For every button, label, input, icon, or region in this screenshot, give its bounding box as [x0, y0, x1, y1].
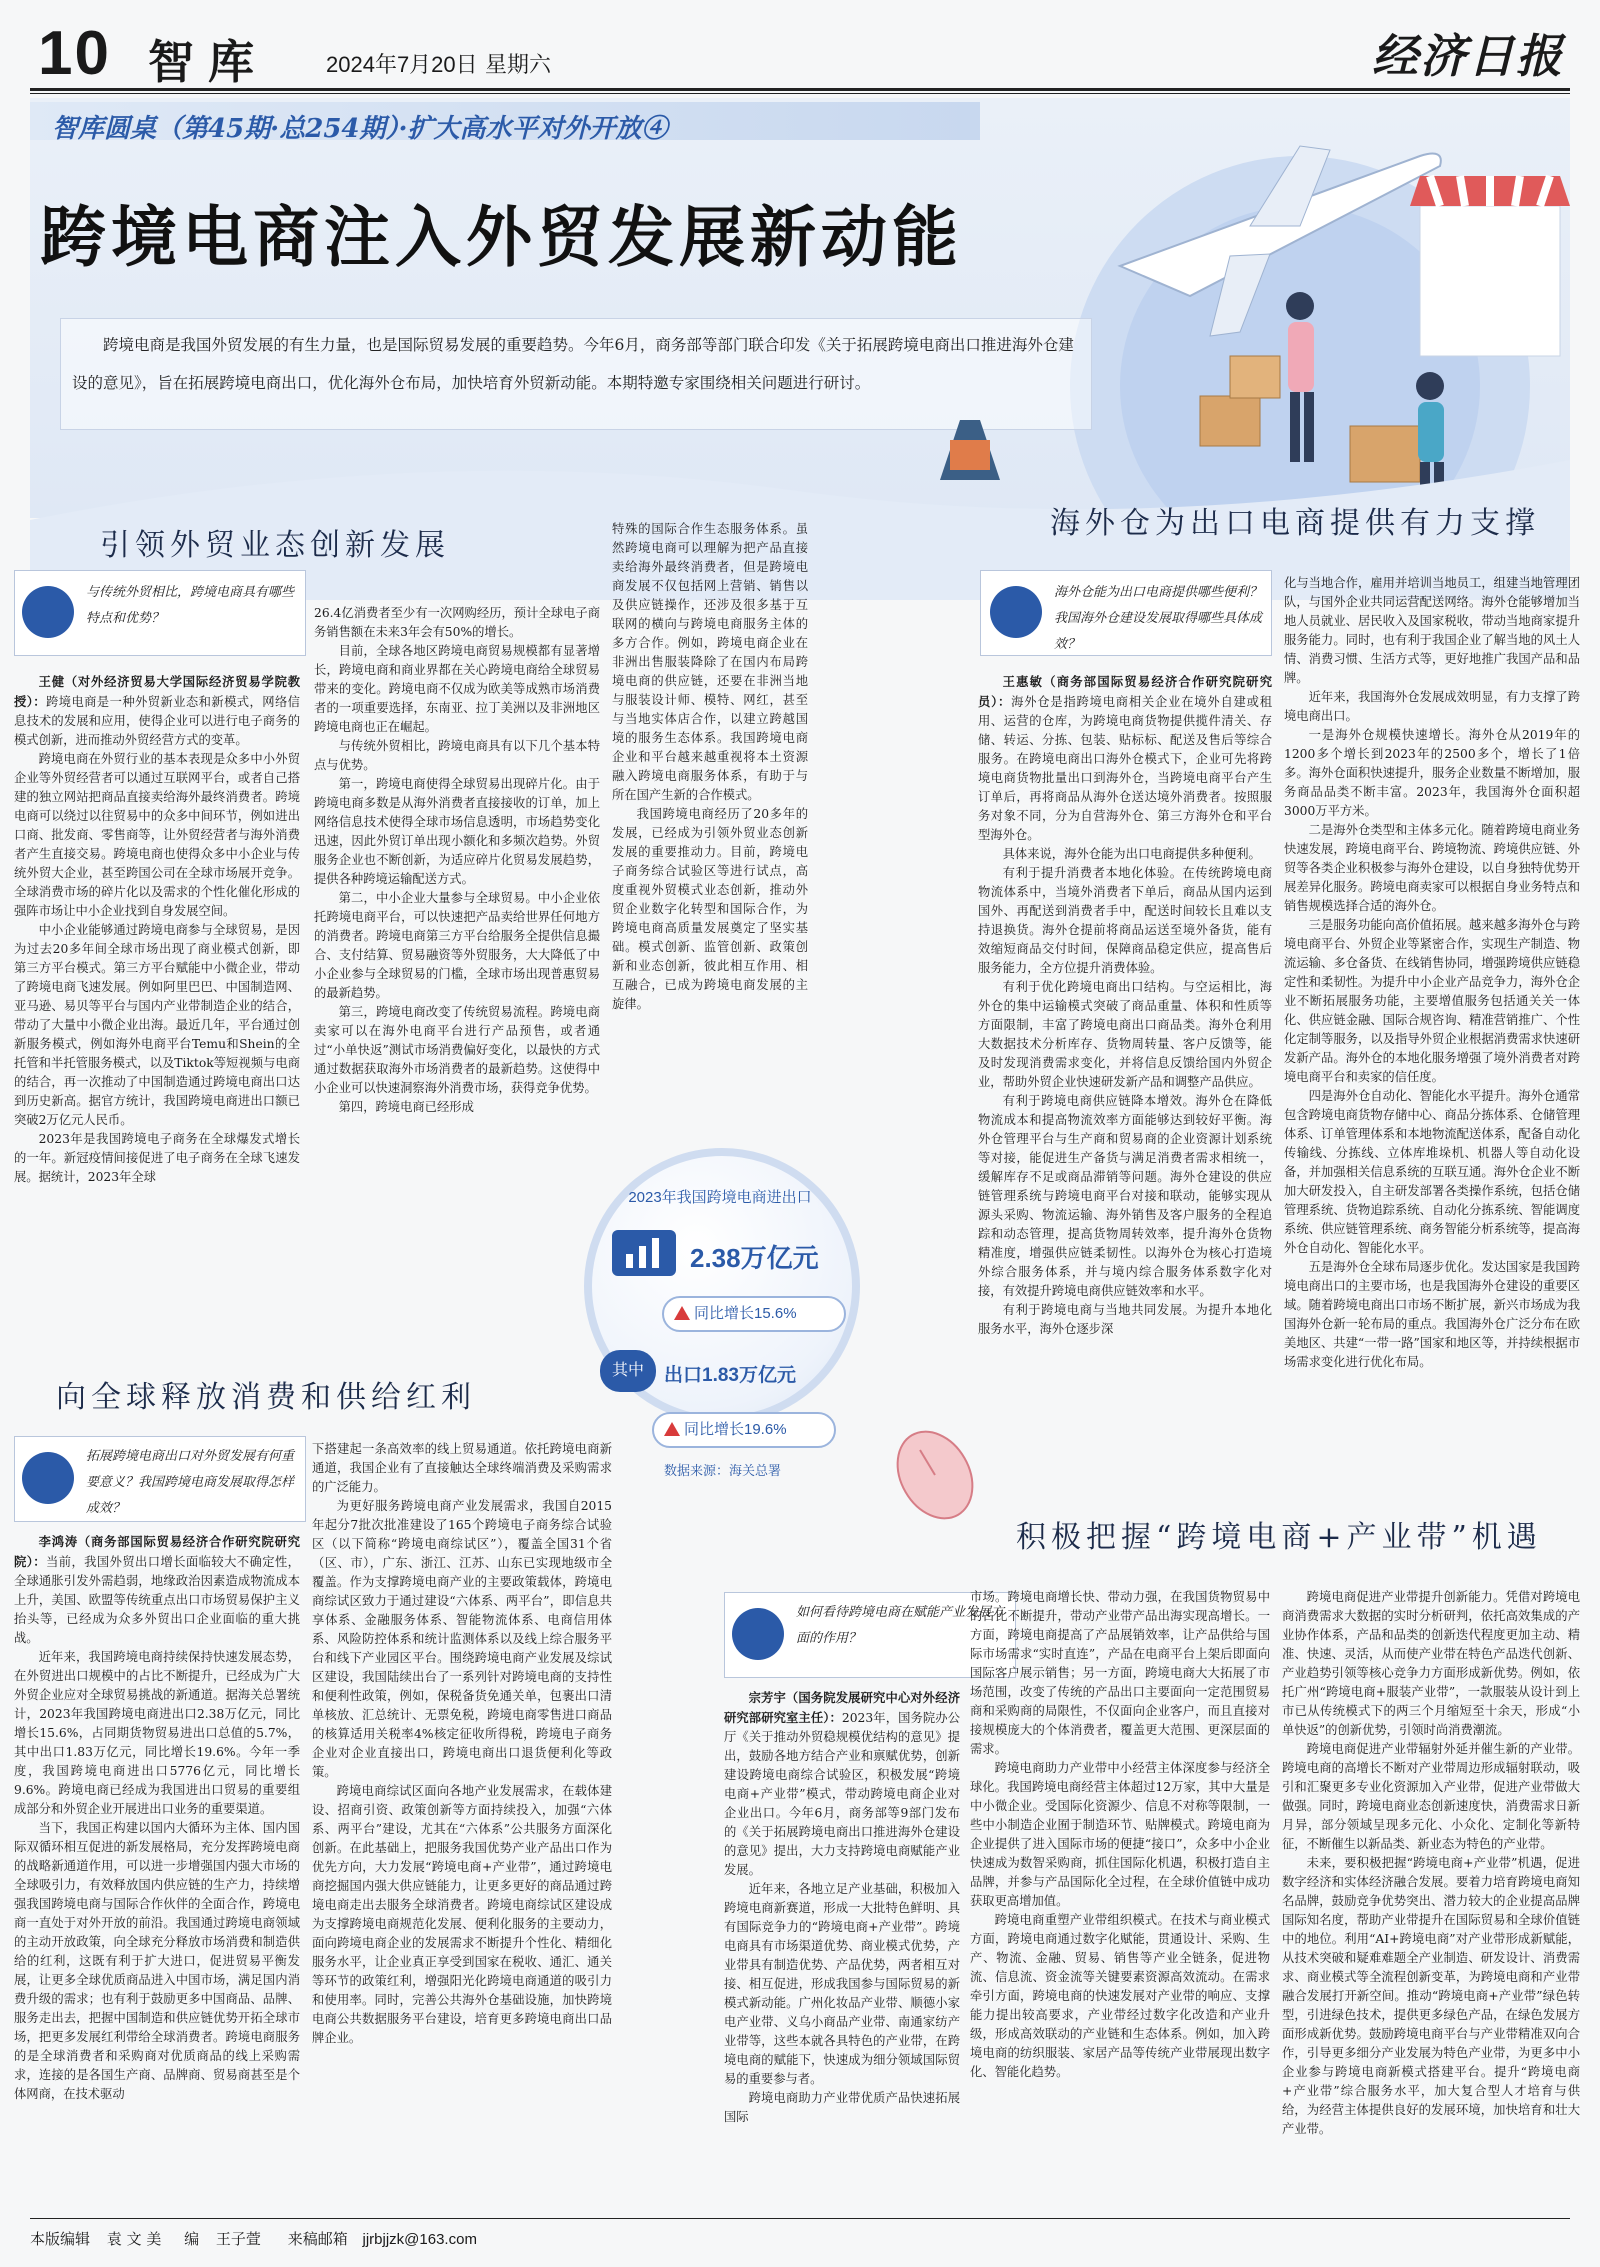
paragraph: 跨境电商在外贸行业的基本表现是众多中小外贸企业等外贸经营者可以通过互联网平台，或者自己搭建的独立网站把商品直接卖给海外最终消费者。跨境电商可以绕过以往贸易中的众多中间环节，例如进出口商、批发商、零售商等，让外贸经营者与海外消费者产生直接交易。跨境电商也使得众多中小企业与传统外贸大企业，甚至跨国公司在全球市场展开竞争。全球消费市场的碎片化以及需求的个性化催化形成的强阵市场让中小企业找到自身发展空间。: [14, 752, 300, 918]
bar-chart-icon: [612, 1230, 676, 1276]
computer-mouse-icon: [880, 1420, 990, 1530]
paragraph: 为更好服务跨境电商产业发展需求，我国自2015年起分7批次批准建设了165个跨境电子商务综合试验区（以下简称“跨境电商综试区”），覆盖全国31个省（区、市），广东、浙江、江苏、山东已实现地级市全覆盖。作为支撑跨境电商产业的主要政策载体，跨境电商综试区致力于通过建设“六体系、两平台”，即信息共享体系、金融服务体系、智能物流体系、电商信用体系、风险防控体系和统计监测体系以及线上综合服务平台和线下产业园区平台。围绕跨境电商产业发展及综试区建设，我国陆续出台了一系列针对跨境电商的支持性和便利性政策，例如，保税备货免通关单，包裹出口清单核放、汇总统计、无票免税，跨境电商零售进口商品的核算适用关税率4%核定征收所得税，跨境电子商务企业对企业直接出口，跨境电商出口退货便利化等政策。: [312, 1499, 612, 1779]
section-title-1: 引领外贸业态创新发展: [100, 528, 450, 563]
expert-2: 李鸿涛（商务部国际贸易经济合作研究院研究院）：: [14, 1534, 300, 1569]
paragraph: 与传统外贸相比，跨境电商具有以下几个基本特点与优势。: [314, 739, 600, 772]
paragraph: 跨境电商是一种外贸新业态和新模式，网络信息技术的发展和应用，使得企业可以进行电子商务的模式创新，进而推动外贸经营方式的变革。: [14, 695, 300, 747]
article-4-column-2: [970, 1588, 1270, 2208]
email-label: 来稿邮箱: [287, 2230, 348, 2248]
page-number: 10: [38, 19, 111, 88]
article-2-column-2: [312, 1440, 612, 2208]
paragraph: 第四，跨境电商已经形成: [338, 1100, 474, 1114]
paragraph: 化与当地合作，雇用并培训当地员工，组建当地管理团队，与国外企业共同运营配送网络。海外仓能够增加当地人员就业、居民收入及国家税收，带动当地商家提升服务能力。同时，也有利于我国企业了解当地的风土人情、消费习惯、生活方式等，更好地推广我国产品和品牌。: [1284, 576, 1580, 685]
designer-label: 编: [184, 2230, 200, 2248]
export-growth: 同比增长19.6%: [684, 1421, 787, 1438]
paragraph: 二是海外仓类型和主体多元化。随着跨境电商业务快速发展，跨境电商平台、跨境物流、跨境供应链、外贸等各类企业积极参与海外仓建设，以自身独特优势开展差异化服务。跨境电商卖家可以根据自身业务特点和销售规模选择合适的海外仓。: [1284, 823, 1580, 913]
total-growth: 同比增长15.6%: [694, 1305, 797, 1322]
paragraph: 第三，跨境电商改变了传统贸易流程。跨境电商卖家可以在海外电商平台进行产品预售，或者通过“小单快返”测试市场消费偏好变化，以最快的方式通过数据获取海外市场消费者的最新趋势。这使得中小企业可以快速洞察海外消费市场，获得竞争优势。: [314, 1005, 600, 1095]
article-3-column-1: [978, 672, 1272, 1442]
editor-name: 袁 文 美: [106, 2230, 162, 2248]
paragraph: 跨境电商综试区面向各地产业发展需求，在载体建设、招商引资、政策创新等方面持续投入，加强“六体系、两平台”建设，尤其在“六体系”公共服务方面深化创新。在此基础上，把服务我国优势产业产品出口作为优先方向，大力发展“跨境电商+产业带”，通过跨境电商挖掘国内强大供应链能力，让更多更好的商品通过跨境电商走出去服务全球消费者。跨境电商综试区建设成为支撑跨境电商规范化发展、便利化服务的主要动力，面向跨境电商企业的发展需求不断提升个性化、精细化服务水平，让企业真正享受到国家在税收、通汇、通关等环节的政策红利，增强阳光化跨境电商通道的吸引力和使用率。同时，完善公共海外仓基础设施，加快跨境电商公共数据服务平台建设，培育更多跨境电商出口品牌企业。: [312, 1784, 612, 2045]
article-1-column-2: [314, 604, 600, 1284]
issue-weekday: 星期六: [485, 52, 552, 77]
paragraph: 一是海外仓规模快速增长。海外仓从2019年的1200多个增长到2023年的2500多个，增长了1倍多。海外仓面积快速提升，服务企业数量不断增加，服务商品品类不断丰富。2023年，我国海外仓面积超3000万平方米。: [1284, 728, 1580, 818]
footer-rule: [30, 2218, 1570, 2219]
chat-bubble-icon: [990, 586, 1042, 638]
paragraph: 第二，中小企业大量参与全球贸易。中小企业依托跨境电商平台，可以快速把产品卖给世界任何地方的消费者。跨境电商第三方平台给服务全提供信息撮合、支付结算、贸易融资等外贸服务，大大降低了中小企业参与全球贸易的门槛，全球市场出现普惠贸易的最新趋势。: [314, 891, 600, 1000]
paragraph: 26.4亿消费者至少有一次网购经历，预计全球电子商务销售额在未来3年会有50%的增长。: [314, 606, 600, 639]
chat-bubble-icon: [22, 1452, 74, 1504]
expert-3: 王惠敏（商务部国际贸易经济合作研究院研究员）：: [978, 674, 1272, 709]
paragraph: 下搭建起一条高效率的线上贸易通道。依托跨境电商新通道，我国企业有了直接触达全球终端消费及采购需求的广泛能力。: [312, 1442, 612, 1494]
paragraph: 2023年是我国跨境电子商务在全球爆发式增长的一年。新冠疫情间接促进了电子商务在全球飞速发展。据统计，2023年全球: [14, 1132, 300, 1184]
section-name: 智库: [148, 35, 268, 89]
total-growth-pill: [662, 1296, 846, 1332]
paragraph: 市场。跨境电商增长快、带动力强，在我国货物贸易中的占比不断提升，带动产业带产品出海实现高增长。一方面，跨境电商提高了产品展销效率，让产品供给与国际市场需求“实时直连”，产品在电商平台上架后即面向国际客户展示销售；另一方面，跨境电商大大拓展了市场范围，改变了传统的产品出口主要面向一定范围贸易商和采购商的局限性，不仅面向企业客户，而且直接对接规模庞大的个体消费者，覆盖更大范围、更深层面的需求。: [970, 1590, 1270, 1756]
infographic-title: 2023年我国跨境电商进出口: [628, 1189, 812, 1206]
expert-4: 宗芳宇（国务院发展研究中心对外经济研究部研究室主任）：: [724, 1690, 960, 1725]
chat-bubble-icon: [22, 586, 74, 638]
footer-credits: [30, 2228, 477, 2249]
paragraph: 跨境电商促进产业带提升创新能力。凭借对跨境电商消费需求大数据的实时分析研判，依托高效集成的产业协作体系，产品和品类的创新迭代程度更加主动、精准、快速、灵活，从而使产业带在特色产品迭代创新、产业趋势引领等核心竞争力方面形成新优势。例如，依托广州“跨境电商+服装产业带”，一款服装从设计到上市已从传统模式下的两三个月缩短至十余天，形成“小单快返”的创新优势，引领时尚消费潮流。: [1282, 1590, 1580, 1737]
question-4: 如何看待跨境电商在赋能产业发展方面的作用？: [796, 1605, 1005, 1646]
editor-label: 本版编辑: [30, 2230, 91, 2248]
issue-date: 2024年7月20日: [326, 52, 478, 77]
paragraph: 近年来，我国跨境电商持续保持快速发展态势，在外贸进出口规模中的占比不断提升，已经成为广大外贸企业应对全球贸易挑战的新通道。据海关总署统计，2023年我国跨境电商进出口2.38万亿元，同比增长15.6%，占同期货物贸易进出口总值的5.7%，其中出口1.83万亿元，同比增长19.6%。今年一季度，我国跨境电商进出口5776亿元，同比增长9.6%。跨境电商已经成为我国进出口贸易的重要组成部分和外贸企业开展进出口业务的重要渠道。: [14, 1650, 300, 1816]
paragraph: 我国跨境电商经历了20多年的发展，已经成为引领外贸业态创新发展的重要推动力。目前，跨境电子商务综合试验区等进行试点，高度重视外贸模式业态创新，推动外贸企业数字化转型和国际合作，为跨境电商高质量发展奠定了坚实基础。模式创新、监管创新、政策创新和业态创新，彼此相互作用、相互融合，已成为跨境电商发展的主旋律。: [612, 807, 808, 1011]
paragraph: 跨境电商促进产业带辐射外延并催生新的产业带。跨境电商的高增长不断对产业带周边形成辐射联动，吸引和汇聚更多专业化资源加入产业带，促进产业带做大做强。同时，跨境电商业态创新速度快，消费需求日新月异，部分领域呈现多元化、小众化、定制化等新特征，不断催生以新品类、新业态为特色的产业带。: [1282, 1742, 1580, 1851]
section-title-3: 海外仓为出口电商提供有力支撑: [1050, 506, 1540, 541]
kicker: 智库圆桌（第45期·总254期）·扩大高水平对外开放④: [52, 114, 668, 144]
article-1-column-3: [612, 520, 808, 1140]
paragraph: 当前，我国外贸出口增长面临较大不确定性，全球通胀引发外需趋弱，地缘政治因素造成物流成本上升，美国、欧盟等传统重点出口市场贸易保护主义抬头等，已经成为众多外贸出口企业面临的重大挑战。: [14, 1555, 300, 1645]
paragraph: 有利于优化跨境电商出口结构。与空运相比，海外仓的集中运输模式突破了商品重量、体积和性质等方面限制，丰富了跨境电商出口商品类。海外仓利用大数据技术分析库存、货物周转量、客户反馈等，能及时发现消费需求变化，并将信息反馈给国内外贸企业，帮助外贸企业快速研发新产品和调整产品供应。: [978, 980, 1272, 1089]
section-title-2: 向全球释放消费和供给红利: [56, 1380, 476, 1415]
designer-name: 王子萱: [215, 2230, 261, 2248]
expert-1: 王健（对外经济贸易大学国际经济贸易学院教授）：: [14, 674, 300, 709]
export-growth-pill: [652, 1412, 836, 1448]
paragraph: 第一，跨境电商使得全球贸易出现碎片化。由于跨境电商多数是从海外消费者直接接收的订单，加上网络信息技术使得全球市场信息透明，市场趋势变化迅速，因此外贸订单出现小额化和多频次趋势。外贸服务企业也不断创新，为适应碎片化贸易发展趋势，提供各种跨境运输配送方式。: [314, 777, 600, 886]
paragraph: 目前，全球各地区跨境电商贸易规模都有显著增长，跨境电商和商业界都在关心跨境电商给全球贸易带来的变化。跨境电商不仅成为欧美等成熟市场消费者的一项重要选择，东南亚、拉丁美洲以及非洲地区跨境电商也正在崛起。: [314, 644, 600, 734]
total-value: 2.38万亿元: [690, 1243, 819, 1273]
paragraph: 未来，要积极把握“跨境电商+产业带”机遇，促进数字经济和实体经济融合发展。要着力培育跨境电商知名品牌，鼓励竞争优势突出、潜力较大的企业提高品牌国际知名度，帮助产业带提升在国际贸易和全球价值链中的地位。利用“AI+跨境电商”对产业带形成新赋能，从技术突破和疑难难题全产业制造、研发设计、消费需求、商业模式等全流程创新变革，为跨境电商和产业带融合发展打开新空间。推动“跨境电商+产业带”绿色转型，引进绿色技术，提供更多绿色产品，在绿色发展方面形成新优势。鼓励跨境电商平台与产业带精准双向合作，引导更多细分产业发展为特色产业带，为更多中小企业参与跨境电商新模式搭建平台。提升“跨境电商+产业带”综合服务水平，加大复合型人才培育与供给，为经营主体提供良好的发展环境，加快培育和壮大产业带。: [1282, 1856, 1580, 2136]
question-3: 海外仓能为出口电商提供哪些便利？我国海外仓建设发展取得哪些具体成效？: [1054, 585, 1263, 652]
chat-bubble-icon: [732, 1608, 784, 1660]
storefront-icon: [1410, 176, 1570, 356]
paragraph: 有利于跨境电商与当地共同发展。为提升本地化服务水平，海外仓逐步深: [978, 1303, 1272, 1336]
article-4-column-3: [1282, 1588, 1580, 2208]
paragraph: 三是服务功能向高价值拓展。越来越多海外仓与跨境电商平台、外贸企业等紧密合作，实现生产制造、物流运输、多仓备货、在线销售协同，增强跨境供应链稳定性和柔韧性。为提升中小企业产品竞争力，海外仓企业不断拓展服务功能，主要增值服务包括通关关一体化、供应链金融、国际合规咨询、精准营销推广、个性化定制等服务，以及指导外贸企业根据消费需求快速研发新产品。海外仓的本地化服务增强了境外消费者对跨境电商平台和卖家的信任度。: [1284, 918, 1580, 1084]
paragraph: 跨境电商助力产业带优质产品快速拓展国际: [724, 2091, 960, 2124]
paragraph: 五是海外仓全球布局逐步优化。发达国家是我国跨境电商出口的主要市场，也是我国海外仓建设的重要区域。随着跨境电商出口市场不断扩展，新兴市场成为我国海外仓新一轮布局的重点。我国海外仓广泛分布在欧美地区、共建“一带一路”国家和地区等，并持续根据市场需求变化进行优化布局。: [1284, 1260, 1580, 1369]
intro-text: 跨境电商是我国外贸发展的有生力量，也是国际贸易发展的重要趋势。今年6月，商务部等部门联合印发《关于拓展跨境电商出口推进海外仓建设的意见》，旨在拓展跨境电商出口，优化海外仓布局，加快培育外贸新动能。本期特邀专家围绕相关问题进行研讨。: [72, 336, 1074, 392]
paragraph: 近年来，我国海外仓发展成效明显，有力支撑了跨境电商出口。: [1284, 690, 1580, 723]
article-2-column-1: [14, 1532, 300, 2208]
email-link[interactable]: jjrbjjzk@163.com: [362, 2231, 477, 2248]
export-value: 出口1.83万亿元: [664, 1365, 796, 1386]
paragraph: 特殊的国际合作生态服务体系。虽然跨境电商可以理解为把产品直接卖给海外最终消费者，但是跨境电商发展不仅包括网上营销、销售以及供应链操作，还涉及很多基于互联网的横向与跨境电商服务主体的多方合作。例如，跨境电商企业在非洲出售服装降除了在国内布局跨境电商的供应链，还要在非洲当地与服装设计师、模特、网红，甚至与当地实体店合作，以建立跨越国境的服务生态体系。我国跨境电商企业和平台越来越重视将本土资源融入跨境电商服务体系，有助于与所在国产生新的合作模式。: [612, 522, 808, 802]
paragraph: 当下，我国正构建以国内大循环为主体、国内国际双循环相互促进的新发展格局，充分发挥跨境电商的战略新通道作用，可以进一步增强国内强大市场的全球吸引力，有效释放国内供应链的生产力，持续增强我国跨境电商与国际合作伙伴的全面合作，跨境电商一直处于对外开放的前沿。我国通过跨境电商领域的主动开放政策，向全球充分释放市场消费和制造供给的红利，这既有利于扩大进口，促进贸易平衡发展，让更多全球优质商品进入中国市场，满足国内消费升级的需求；也有利于鼓励更多中国商品、品牌、服务走出去，把握中国制造和供应链优势开拓全球市场，把更多发展红利带给全球消费者。跨境电商服务的是全球消费者和采购商对优质商品的线上采购需求，连接的是各国生产商、品牌商、贸易商甚至是个体网商，在技术驱动: [14, 1821, 300, 2101]
article-1-column-1: [14, 672, 300, 1300]
ship-icon: [940, 420, 1000, 480]
paragraph: 中小企业能够通过跨境电商参与全球贸易，是因为过去20多年间全球市场出现了商业模式创新，即第三方平台模式。第三方平台赋能中小微企业，带动了跨境电商飞速发展。例如阿里巴巴、中国制造网、亚马逊、易贝等平台与国内产业带制造企业的结合，带动了大量中小微企业出海。最近几年，平台通过创新服务模式，例如海外电商平台Temu和Shein的全托管和半托管服务模式，以及Tiktok等短视频与电商的结合，再一次推动了中国制造通过跨境电商出口达到历史新高。据官方统计，我国跨境电商进出口额已突破2万亿元人民币。: [14, 923, 300, 1127]
article-3-column-2: [1284, 574, 1580, 1494]
paragraph: 有利于跨境电商供应链降本增效。海外仓在降低物流成本和提高物流效率方面能够达到较好平衡。海外仓管理平台与生产商和贸易商的企业资源计划系统等对接，能促进生产备货与满足消费者需求相统一，缓解库存不足或商品滞销等问题。海外仓建设的供应链管理系统与跨境电商平台对接和联动，能够实现从源头采购、物流运输、海外销售及客户服务的全程追踪和动态管理，提高货物周转效率，提升海外仓货物精准度，增强供应链柔韧性。以海外仓为核心打造境外综合服务体系，并与境内综合服务体系数字化对接，有效提升跨境电商供应链效率和水平。: [978, 1094, 1272, 1298]
paragraph: 有利于提升消费者本地化体验。在传统跨境电商物流体系中，当境外消费者下单后，商品从国内运到国外、再配送到消费者手中，配送时间较长且难以支持退换货。海外仓提前将商品运送至境外备货，能有效缩短商品交付时间，保障商品稳定供应，提高售后服务能力，全方位提升消费体验。: [978, 866, 1272, 975]
paragraph: 2023年，国务院办公厅《关于推动外贸稳规模优结构的意见》提出，鼓励各地方结合产业和禀赋优势，创新建设跨境电商综合试验区，积极发展“跨境电商+产业带”模式，带动跨境电商企业对企业出口。今年6月，商务部等9部门发布的《关于拓展跨境电商出口推进海外仓建设的意见》提出，大力支持跨境电商赋能产业发展。: [724, 1711, 960, 1877]
growth-up-icon: [664, 1422, 680, 1436]
paragraph: 四是海外仓自动化、智能化水平提升。海外仓通常包含跨境电商货物存储中心、商品分拣体系、仓储管理体系、订单管理体系和本地物流配送体系，配备自动化传输线、分拣线、立体库堆垛机、机器人等自动化设备，并加强相关信息系统的互联互通。海外仓企业不断加大研发投入，自主研发部署各类操作系统，包括仓储管理系统、货物追踪系统、自动化分拣系统、智能调度系统、供应链管理系统、商务智能分析系统等，提高海外仓自动化、智能化水平。: [1284, 1089, 1580, 1255]
masthead-rule-thin: [30, 93, 1570, 94]
question-1: 与传统外贸相比，跨境电商具有哪些特点和优势？: [86, 585, 295, 626]
paragraph: 近年来，各地立足产业基础，积极加入跨境电商新赛道，形成一大批特色鲜明、具有国际竞争力的“跨境电商+产业带”。跨境电商具有市场渠道优势、商业模式优势，产业带具有制造优势、产品优势，两者相互对接、相互促进，形成我国参与国际贸易的新模式新动能。广州化妆品产业带、顺德小家电产业带、义乌小商品产业带、南通家纺产业带等，这些本就各具特色的产业带，在跨境电商的赋能下，快速成为细分领域国际贸易的重要参与者。: [724, 1882, 960, 2086]
paragraph: 海外仓是指跨境电商相关企业在境外自建或租用、运营的仓库，为跨境电商货物提供揽件清关、存储、转运、分拣、包装、贴标标、配送及售后等综合服务。在跨境电商出口海外仓模式下，企业可先将跨境电商货物批量出口到海外仓，当跨境电商平台产生订单后，再将商品从海外仓送达境外消费者。按照服务对象不同，分为自营海外仓、第三方海外仓和平台型海外仓。: [978, 695, 1272, 842]
growth-up-icon: [674, 1306, 690, 1320]
article-4-column-1: [724, 1688, 960, 2208]
paragraph: 跨境电商重塑产业带组织模式。在技术与商业模式方面，跨境电商通过数字化赋能，贯通设计、采购、生产、物流、金融、贸易、销售等产业全链条，促进物流、信息流、资金流等关键要素资源高效流动。在需求牵引方面，跨境电商的快速发展对产业带的响应、支撑能力提出较高要求，产业带经过数字化改造和产业升级，形成高效联动的产业链和生态体系。例如，加入跨境电商的纺织服装、家居产品等传统产业带展现出数字化、智能化趋势。: [970, 1913, 1270, 2079]
paragraph: 跨境电商助力产业带中小经营主体深度参与经济全球化。我国跨境电商经营主体超过12万家，其中大量是中小微企业。受国际化资源少、信息不对称等限制，一些中小制造企业囿于制造环节、贴牌模式。跨境电商为企业提供了进入国际市场的便捷“接口”，众多中小企业快速成为数智采购商，抓住国际化机遇，积极打造自主品牌，并参与产品国际化全过程，在全球价值链中成功获取更高增加值。: [970, 1761, 1270, 1908]
headline: 跨境电商注入外贸发展新动能: [40, 198, 963, 276]
section-title-4: 积极把握“跨境电商+产业带”机遇: [1016, 1520, 1542, 1555]
masthead-rule: [30, 88, 1570, 91]
infographic-source: 数据来源：海关总署: [664, 1463, 782, 1478]
paragraph: 具体来说，海外仓能为出口电商提供多种便利。: [1002, 847, 1261, 861]
question-2: 拓展跨境电商出口对外贸发展有何重要意义？我国跨境电商发展取得怎样成效？: [86, 1449, 295, 1516]
export-prefix: 其中: [600, 1350, 656, 1392]
newspaper-logo: 经济日报: [1372, 29, 1564, 83]
